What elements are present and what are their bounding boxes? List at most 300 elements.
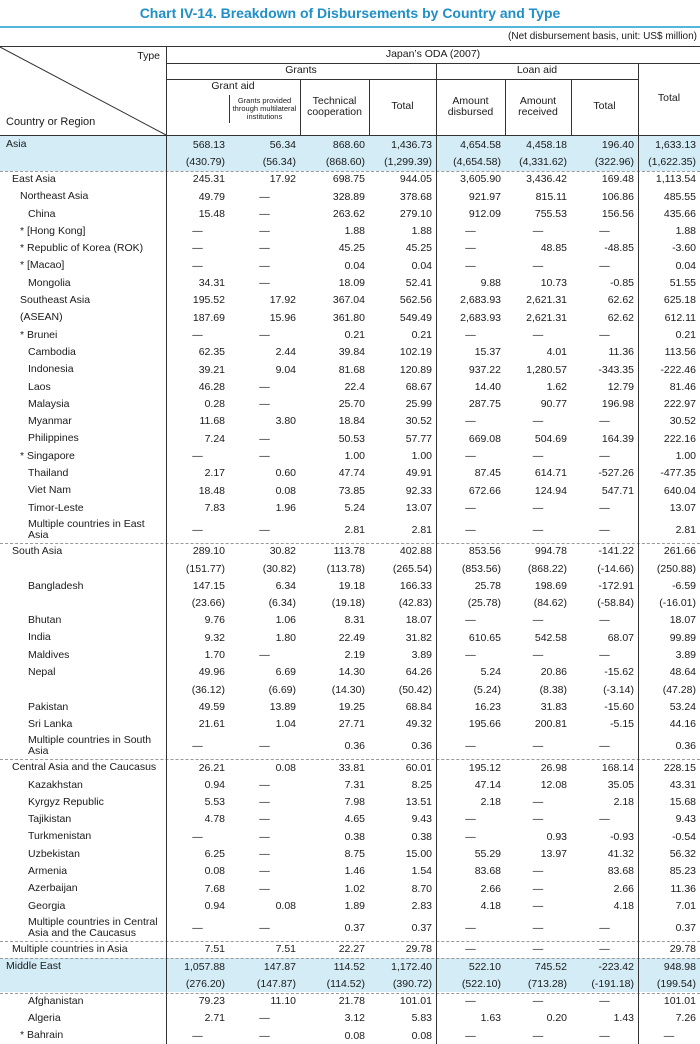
- value-cell: (30.82): [262, 562, 296, 575]
- value-cell: 562.56: [399, 294, 432, 307]
- table-row: [0, 794, 700, 811]
- value-cell: 156.56: [601, 207, 634, 220]
- value-cell: 8.75: [344, 848, 365, 861]
- chart-title: Chart IV-14. Breakdown of Disbursements by Country and Type: [0, 0, 700, 28]
- table-row: [0, 430, 700, 447]
- row-label: [12, 560, 160, 577]
- value-cell: 228.15: [663, 761, 696, 774]
- value-cell: 1.46: [344, 865, 365, 878]
- value-cell: 19.18: [338, 579, 365, 592]
- value-cell: 87.45: [474, 467, 501, 480]
- value-cell: -527.26: [598, 467, 634, 480]
- table-row: [0, 560, 700, 577]
- value-cell: 485.55: [663, 190, 696, 203]
- value-cell: (113.78): [326, 562, 365, 575]
- value-cell: 0.08: [344, 1029, 365, 1042]
- table-row: [0, 698, 700, 715]
- value-cell: 27.71: [338, 718, 365, 731]
- value-cell: —: [532, 415, 544, 428]
- value-cell: 21.61: [198, 718, 225, 731]
- table-row: [0, 257, 700, 274]
- value-cell: 378.68: [399, 190, 432, 203]
- value-cell: (6.69): [268, 683, 296, 696]
- value-cell: 22.27: [338, 943, 365, 956]
- value-cell: 56.34: [269, 138, 296, 151]
- value-cell: 83.68: [607, 865, 634, 878]
- value-cell: 50.53: [338, 432, 365, 445]
- value-cell: 9.43: [411, 813, 432, 826]
- value-cell: —: [259, 450, 270, 463]
- header-amount-received: Amount received: [518, 94, 558, 118]
- value-cell: 3.80: [275, 415, 296, 428]
- header-loan-aid: Loan aid: [516, 64, 558, 77]
- value-cell: 1,436.73: [391, 138, 432, 151]
- value-cell: 0.04: [675, 259, 696, 272]
- value-cell: 948.98: [663, 960, 696, 973]
- value-cell: (4,331.62): [519, 155, 567, 168]
- row-label: Turkmenistan: [28, 830, 92, 843]
- value-cell: 9.04: [275, 363, 296, 376]
- table-row: [0, 344, 700, 361]
- value-cell: 261.66: [663, 545, 696, 558]
- value-cell: 41.32: [607, 848, 634, 861]
- value-cell: 16.23: [474, 700, 501, 713]
- value-cell: (36.12): [191, 683, 225, 696]
- value-cell: 12.08: [540, 778, 567, 791]
- row-label: Myanmar: [28, 415, 72, 428]
- value-cell: 17.92: [269, 294, 296, 307]
- row-label: South Asia: [12, 544, 63, 557]
- value-cell: (-191.18): [591, 977, 634, 990]
- value-cell: 2.66: [480, 882, 501, 895]
- value-cell: (23.66): [191, 597, 225, 610]
- value-cell: 0.28: [204, 398, 225, 411]
- value-cell: 49.59: [198, 700, 225, 713]
- value-cell: 0.38: [411, 830, 432, 843]
- value-cell: 49.79: [198, 190, 225, 203]
- value-cell: 31.82: [405, 631, 432, 644]
- value-cell: 64.26: [405, 666, 432, 679]
- value-cell: 0.37: [675, 921, 696, 934]
- value-cell: —: [532, 523, 544, 536]
- row-label: * [Hong Kong]: [20, 224, 86, 237]
- value-cell: —: [259, 432, 270, 445]
- row-separator: [0, 941, 700, 942]
- table-row: [0, 629, 700, 646]
- value-cell: 47.14: [474, 778, 501, 791]
- value-cell: 166.33: [399, 579, 432, 592]
- value-cell: 62.62: [607, 294, 634, 307]
- value-cell: -343.35: [598, 363, 634, 376]
- value-cell: 0.36: [411, 739, 432, 752]
- value-cell: 114.52: [333, 960, 365, 973]
- value-cell: 11.10: [270, 995, 296, 1008]
- row-label: Armenia: [28, 865, 68, 878]
- value-cell: —: [465, 415, 476, 428]
- table-row: [0, 733, 700, 759]
- value-cell: -172.91: [598, 579, 634, 592]
- value-cell: 669.08: [468, 432, 501, 445]
- table-row: [0, 413, 700, 430]
- unit-note: (Net disbursement basis, unit: US$ million): [508, 31, 697, 42]
- value-cell: (25.78): [467, 597, 501, 610]
- value-cell: 90.77: [540, 398, 567, 411]
- value-cell: 2.19: [344, 649, 365, 662]
- value-cell: 168.14: [601, 761, 634, 774]
- value-cell: 0.36: [675, 739, 696, 752]
- row-label: Multiple countries in South Asia: [28, 734, 152, 757]
- value-cell: 0.60: [275, 467, 296, 480]
- value-cell: 62.35: [198, 346, 225, 359]
- row-label: Maldives: [28, 648, 70, 661]
- value-cell: 0.08: [275, 761, 296, 774]
- header-japan-oda: Japan’s ODA (2007): [385, 48, 481, 61]
- value-cell: 0.08: [275, 899, 296, 912]
- value-cell: 0.94: [204, 899, 225, 912]
- row-label: * Brunei: [20, 328, 58, 341]
- value-cell: —: [259, 1012, 270, 1025]
- value-cell: -222.46: [660, 363, 696, 376]
- value-cell: 612.11: [664, 311, 696, 324]
- value-cell: 19.25: [338, 700, 365, 713]
- value-cell: —: [465, 328, 476, 341]
- value-cell: 2,621.31: [526, 294, 567, 307]
- value-cell: 120.89: [399, 363, 432, 376]
- value-cell: 1,280.57: [526, 363, 567, 376]
- table-row: [0, 577, 700, 594]
- value-cell: 164.39: [601, 432, 634, 445]
- value-cell: 124.94: [534, 484, 567, 497]
- value-cell: —: [465, 450, 476, 463]
- value-cell: 29.78: [405, 943, 432, 956]
- value-cell: 15.37: [474, 346, 501, 359]
- value-cell: —: [532, 899, 544, 912]
- value-cell: —: [465, 995, 476, 1008]
- value-cell: —: [465, 739, 476, 752]
- value-cell: 2,621.31: [526, 311, 567, 324]
- value-cell: 0.94: [204, 778, 225, 791]
- value-cell: —: [192, 739, 203, 752]
- value-cell: 44.16: [669, 718, 696, 731]
- value-cell: —: [465, 813, 476, 826]
- row-label: Northeast Asia: [20, 190, 89, 203]
- value-cell: 1.89: [344, 899, 365, 912]
- value-cell: 8.25: [411, 778, 432, 791]
- value-cell: 45.25: [338, 242, 365, 255]
- value-cell: 6.34: [275, 579, 296, 592]
- value-cell: —: [532, 614, 544, 627]
- value-cell: 9.76: [204, 614, 225, 627]
- value-cell: (868.60): [325, 155, 365, 168]
- value-cell: (1,299.39): [384, 155, 432, 168]
- row-label: Central Asia and the Caucasus: [12, 761, 157, 774]
- value-cell: —: [192, 242, 203, 255]
- header-grants: Grants: [285, 64, 317, 77]
- value-cell: —: [599, 328, 610, 341]
- column-rule: [638, 136, 639, 1044]
- value-cell: 287.75: [468, 398, 501, 411]
- value-cell: —: [465, 1029, 476, 1042]
- row-label: * Republic of Korea (ROK): [20, 242, 144, 255]
- value-cell: 1.70: [204, 649, 225, 662]
- value-cell: —: [532, 739, 544, 752]
- value-cell: -0.85: [610, 277, 634, 290]
- value-cell: 5.24: [480, 666, 501, 679]
- table-row: [0, 897, 700, 914]
- value-cell: —: [192, 830, 203, 843]
- header-type: Type: [137, 50, 160, 63]
- value-cell: 9.88: [480, 277, 501, 290]
- table-row: [0, 880, 700, 897]
- value-cell: 1.88: [411, 225, 432, 238]
- value-cell: 1.00: [344, 450, 365, 463]
- table-row: [0, 681, 700, 698]
- row-label: Azerbaijan: [28, 882, 78, 895]
- row-label: Bangladesh: [28, 579, 84, 592]
- value-cell: 328.89: [332, 190, 365, 203]
- value-cell: 2.81: [411, 523, 432, 536]
- value-cell: 361.80: [332, 311, 365, 324]
- value-cell: 568.13: [192, 138, 225, 151]
- value-cell: 1.54: [411, 865, 432, 878]
- value-cell: 147.87: [263, 960, 296, 973]
- value-cell: 85.23: [669, 865, 696, 878]
- row-label: Kazakhstan: [28, 778, 83, 791]
- value-cell: 1.63: [480, 1012, 501, 1025]
- value-cell: 11.36: [670, 882, 696, 895]
- value-cell: —: [599, 995, 610, 1008]
- value-cell: 5.53: [204, 796, 225, 809]
- value-cell: 21.78: [338, 995, 365, 1008]
- value-cell: —: [192, 259, 203, 272]
- value-cell: 7.24: [204, 432, 225, 445]
- table-row: [0, 499, 700, 516]
- table-row: [0, 205, 700, 222]
- value-cell: —: [259, 882, 270, 895]
- value-cell: —: [465, 830, 476, 843]
- value-cell: —: [192, 921, 203, 934]
- row-label: Uzbekistan: [28, 847, 80, 860]
- row-label: (ASEAN): [20, 311, 63, 324]
- value-cell: 289.10: [192, 545, 225, 558]
- value-cell: 11.68: [199, 415, 225, 428]
- value-cell: 13.97: [540, 848, 567, 861]
- value-cell: 15.96: [269, 311, 296, 324]
- value-cell: 0.93: [546, 830, 567, 843]
- value-cell: 12.79: [607, 380, 634, 393]
- value-cell: 222.16: [663, 432, 696, 445]
- value-cell: 10.73: [540, 277, 567, 290]
- table-row: [0, 517, 700, 543]
- value-cell: 0.21: [344, 328, 365, 341]
- row-label: Southeast Asia: [20, 294, 91, 307]
- value-cell: —: [532, 501, 544, 514]
- value-cell: —: [192, 225, 203, 238]
- value-cell: (8.38): [539, 683, 567, 696]
- value-cell: 187.69: [192, 311, 225, 324]
- row-separator: [0, 171, 700, 172]
- value-cell: 7.51: [275, 943, 296, 956]
- row-label: Middle East: [6, 960, 61, 973]
- value-cell: 33.81: [338, 761, 365, 774]
- value-cell: 49.96: [198, 666, 225, 679]
- value-cell: -5.15: [610, 718, 634, 731]
- table-row: [0, 326, 700, 343]
- value-cell: 0.38: [344, 830, 365, 843]
- row-separator: [0, 543, 700, 544]
- value-cell: 15.68: [669, 796, 696, 809]
- value-cell: —: [259, 778, 270, 791]
- value-cell: (6.34): [268, 597, 296, 610]
- table-row: [0, 1010, 700, 1027]
- value-cell: 2.18: [613, 796, 634, 809]
- value-cell: (1,622.35): [648, 155, 696, 168]
- value-cell: —: [532, 450, 544, 463]
- row-label: Asia: [6, 138, 27, 151]
- value-cell: 0.08: [411, 1029, 432, 1042]
- value-cell: 99.89: [669, 631, 696, 644]
- value-cell: —: [259, 921, 270, 934]
- value-cell: —: [259, 848, 270, 861]
- row-label: Algeria: [28, 1012, 61, 1025]
- value-cell: (42.83): [398, 597, 432, 610]
- row-label: Philippines: [28, 432, 79, 445]
- value-cell: 549.49: [399, 311, 432, 324]
- value-cell: 542.58: [534, 631, 567, 644]
- value-cell: 92.33: [405, 484, 432, 497]
- column-rule: [166, 136, 167, 1044]
- value-cell: —: [259, 796, 270, 809]
- value-cell: 51.55: [669, 277, 696, 290]
- table-row: [0, 993, 700, 1010]
- value-cell: (84.62): [533, 597, 567, 610]
- table-row: [0, 664, 700, 681]
- value-cell: 7.31: [344, 778, 365, 791]
- value-cell: 18.48: [198, 484, 225, 497]
- table-row: [0, 845, 700, 862]
- value-cell: —: [532, 995, 544, 1008]
- value-cell: (199.54): [656, 977, 696, 990]
- value-cell: 39.21: [198, 363, 225, 376]
- value-cell: 18.07: [669, 614, 696, 627]
- value-cell: 83.68: [474, 865, 501, 878]
- value-cell: —: [259, 225, 270, 238]
- value-cell: -477.35: [660, 467, 696, 480]
- value-cell: (114.52): [326, 977, 365, 990]
- value-cell: 367.04: [332, 294, 365, 307]
- value-cell: 55.29: [474, 848, 501, 861]
- value-cell: 921.97: [468, 190, 501, 203]
- value-cell: -48.85: [604, 242, 634, 255]
- value-cell: —: [599, 523, 610, 536]
- value-cell: 7.83: [204, 501, 225, 514]
- row-label: Afghanistan: [28, 994, 84, 1007]
- value-cell: 30.82: [269, 545, 296, 558]
- row-label: Tajikistan: [28, 813, 72, 826]
- value-cell: 0.37: [411, 921, 432, 934]
- value-cell: 113.56: [664, 346, 696, 359]
- value-cell: 0.04: [411, 259, 432, 272]
- value-cell: 68.84: [405, 700, 432, 713]
- value-cell: (265.54): [392, 562, 432, 575]
- value-cell: 1.00: [411, 450, 432, 463]
- value-cell: —: [259, 328, 270, 341]
- value-cell: 101.01: [663, 995, 696, 1008]
- value-cell: 2.71: [204, 1012, 225, 1025]
- value-cell: (147.87): [256, 977, 296, 990]
- value-cell: (322.96): [594, 155, 634, 168]
- value-cell: -3.60: [672, 242, 696, 255]
- value-cell: (430.79): [185, 155, 225, 168]
- row-label: Nepal: [28, 666, 56, 679]
- table-row: [0, 646, 700, 663]
- value-cell: —: [192, 450, 203, 463]
- value-cell: 7.68: [204, 882, 225, 895]
- value-cell: 60.01: [405, 761, 432, 774]
- table-row: [0, 136, 700, 153]
- value-cell: 698.75: [332, 173, 365, 186]
- value-cell: 22.4: [344, 380, 365, 393]
- value-cell: —: [663, 1029, 675, 1042]
- header-grants-total: Total: [391, 100, 414, 113]
- value-cell: —: [599, 649, 610, 662]
- table-row: [0, 776, 700, 793]
- value-cell: (868.22): [527, 562, 567, 575]
- value-cell: —: [465, 225, 476, 238]
- value-cell: 1,172.40: [391, 960, 432, 973]
- value-cell: 2,683.93: [460, 294, 501, 307]
- value-cell: 14.30: [338, 666, 365, 679]
- value-cell: -15.62: [604, 666, 634, 679]
- value-cell: 245.31: [192, 173, 225, 186]
- value-cell: 6.25: [204, 848, 225, 861]
- row-label: Multiple countries in Central Asia and the Caucasus: [28, 916, 158, 939]
- value-cell: 3.12: [344, 1012, 365, 1025]
- value-cell: 15.48: [198, 207, 225, 220]
- row-label: Pakistan: [28, 700, 69, 713]
- value-cell: 1.04: [275, 718, 296, 731]
- value-cell: 62.62: [607, 311, 634, 324]
- value-cell: 15.00: [405, 848, 432, 861]
- value-cell: 39.84: [338, 346, 365, 359]
- value-cell: —: [259, 190, 270, 203]
- table-row: [0, 543, 700, 560]
- row-label: Indonesia: [28, 363, 74, 376]
- value-cell: 22.49: [338, 631, 365, 644]
- table-row: [0, 378, 700, 395]
- row-label: Sri Lanka: [28, 717, 73, 730]
- value-cell: -6.59: [672, 579, 696, 592]
- value-cell: —: [465, 501, 476, 514]
- value-cell: 3.89: [675, 649, 696, 662]
- value-cell: —: [465, 523, 476, 536]
- value-cell: 52.41: [405, 277, 432, 290]
- value-cell: 25.78: [474, 579, 501, 592]
- value-cell: 49.91: [405, 467, 432, 480]
- row-label: India: [28, 631, 51, 644]
- value-cell: 435.66: [663, 207, 696, 220]
- value-cell: 8.70: [411, 882, 432, 895]
- value-cell: —: [532, 1029, 544, 1042]
- value-cell: (250.88): [656, 562, 696, 575]
- value-cell: —: [599, 450, 610, 463]
- row-label: Bhutan: [28, 614, 62, 627]
- value-cell: —: [532, 259, 544, 272]
- value-cell: 13.89: [269, 700, 296, 713]
- table-row: [0, 975, 700, 992]
- value-cell: 47.74: [338, 467, 365, 480]
- value-cell: 53.24: [669, 700, 696, 713]
